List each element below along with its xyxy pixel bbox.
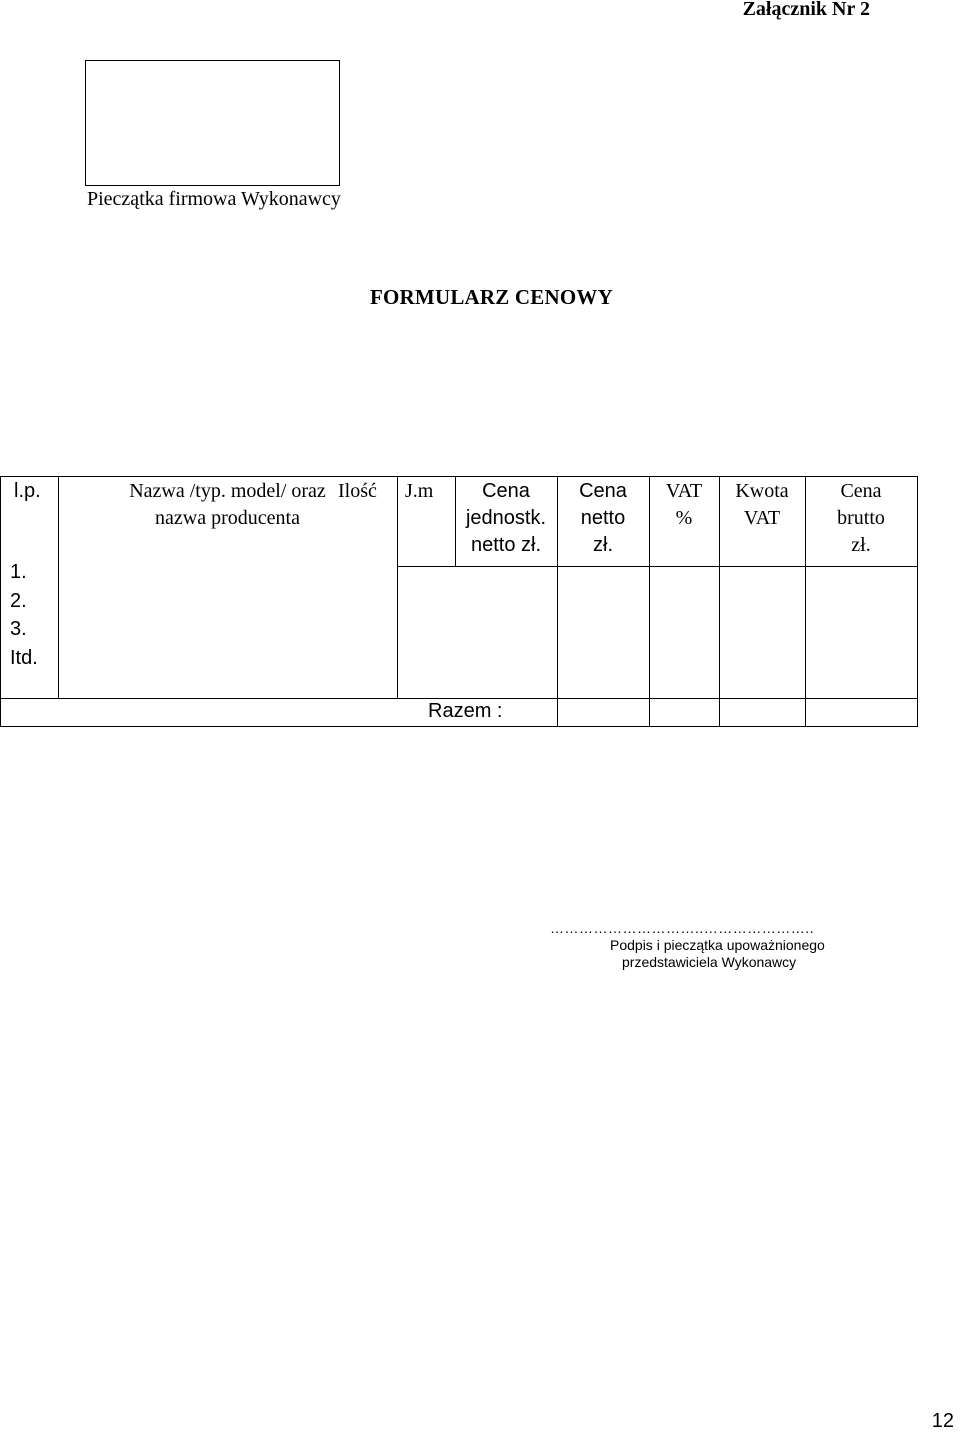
form-title: FORMULARZ CENOWY [370,285,613,309]
col-header-line: Cena [579,480,627,502]
page-number: 12 [931,1410,954,1432]
col-header-line: Cena [840,480,882,502]
table-border-right [917,476,918,726]
col-header-line: VAT [665,480,703,502]
table-border-left [0,476,1,726]
col-header-unit: J.m [405,480,434,502]
col-header-line: % [675,507,693,529]
col-header-line: Kwota [735,480,789,502]
signature-block [550,920,950,971]
row-number: 3. [10,618,27,640]
col-divider [397,476,398,698]
total-label: Razem : [428,700,503,722]
attachment-label: Załącznik Nr 2 [742,0,870,20]
company-stamp-caption: Pieczątka firmowa Wykonawcy [87,188,341,210]
table-border-bottom [0,726,918,727]
signature-caption: Podpis i pieczątka upoważnionego [610,937,825,953]
row-number: Itd. [10,647,38,669]
col-header-vat-amount [719,478,805,532]
col-header-lp: l.p. [14,480,41,502]
col-header-line: netto [580,507,626,529]
col-header-name-line: nazwa producenta [155,507,300,529]
row-number: 2. [10,590,27,612]
col-header-name-line: Nazwa /typ. model/ oraz [129,480,326,502]
col-header-line: brutto [837,507,885,529]
table-border-top [0,476,918,477]
col-header-line: VAT [743,507,781,529]
col-header-vat [649,478,719,532]
col-header-unit-price [455,478,557,559]
row-number: 1. [10,561,27,583]
col-header-line: netto zł. [470,534,542,556]
header-divider [397,566,917,567]
col-header-line: Cena [482,480,530,502]
signature-caption: przedstawiciela Wykonawcy [622,954,797,970]
col-header-qty: Ilość [338,480,377,502]
col-header-line: zł. [593,534,613,556]
col-header-gross-price [805,478,917,559]
company-stamp-box [85,60,340,186]
signature-line: …………………………..………………….. [550,920,815,936]
col-header-line: zł. [851,534,871,556]
table-row-divider [0,698,918,699]
col-header-line: jednostk. [465,507,547,529]
col-header-net-price [557,478,649,559]
